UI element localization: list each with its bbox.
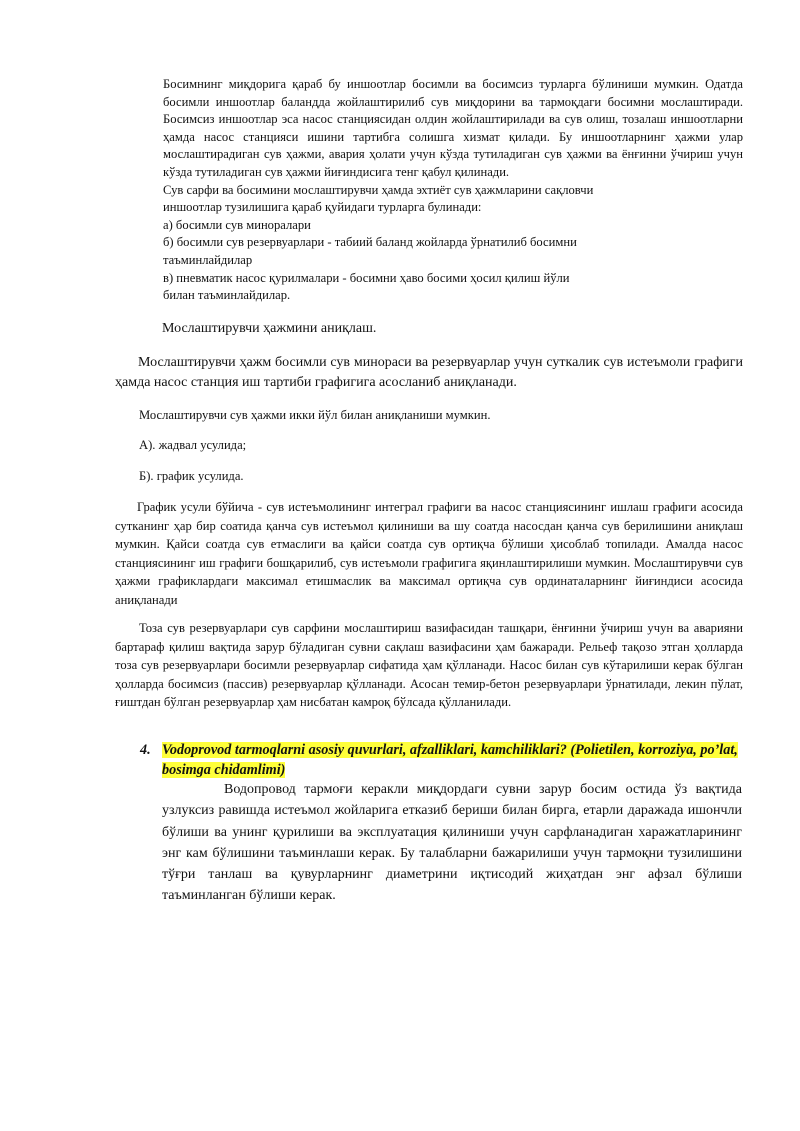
network-text: Водопровод тармоғи керакли миқдордаги сувни зарур босим остида ўз вақтида узлуксиз равишда истеъмол жойларига етказиб бериши билан бирга, етарли даражада ишончли бўлиши ва унинг қурилиши ва эксплуатация қилиниши учун сарфланадиган харажатларининг энг кам бўлишини таъминлаши керак. Бу талабларни бажарилиши учун тармоқни тузилишини тўғри танлаш ва қувурларнинг диаметрини иқтисодий жиҳатдан энг афзал бўлиши таъминланган бўлиши керак. [162, 782, 742, 904]
intro-line: Сув сарфи ва босимини мослаштирувчи ҳамда эхтиёт сув ҳажмларини сақловчи [163, 182, 594, 197]
highlighted-question: Vodoprovod tarmoqlarni asosiy quvurlari, afzalliklari, kamchiliklari? (Polietilen, korroziya, po’lat, bosimga chidamlimi) [162, 742, 738, 778]
list-item-c: в) пневматик насос қурилмалари - босимни ҳаво босими ҳосил қилиш йўли [163, 270, 570, 285]
intro-line: иншоотлар тузилишига қараб қуйидаги турларга булинади: [163, 200, 482, 215]
reservoir-paragraph [115, 619, 743, 712]
graph-method-paragraph [115, 498, 743, 610]
two-ways-line: Мослаштирувчи сув ҳажми икки йўл билан аниқланиши мумкин. [139, 408, 491, 422]
intro-block [163, 76, 743, 305]
network-paragraph [162, 779, 742, 907]
list-item-a: а) босимли сув минoралари [163, 217, 311, 232]
section-subheading: Мослаштирувчи ҳажмини аниқлаш. [162, 321, 377, 336]
question-heading [140, 740, 760, 780]
method-b-line: Б). график усулида. [139, 469, 244, 483]
method-a-line: А). жадвал усулида; [139, 438, 247, 452]
reservoir-text: Тоза сув резервуарлари сув сарфини мослаштириш вазифасидан ташқари, ёнғинни ўчириш учун ва аварияни бартараф қилиш вақтида зарур бўладиган сувни сақлаш вазифасини ҳам бажаради. Рельеф тақозо этган ҳолларда тоза сув резервуарлари босимли резервуарлар сифатида ҳам қўлланади. Насос билан сув кўтарилиши керак бўлган ҳолларда босимсиз (пассив) резервуарлар қўлланади. Асосан темир-бетон резервуарлари ўрнатилади, лекин пўлат, ғиштдан бўлган резервуарлар ҳам нисбатан камроқ бўлсада қўлланилади. [115, 621, 743, 710]
volume-paragraph [115, 353, 743, 393]
question-number: 4. [140, 742, 151, 758]
list-item-b: б) босимли сув резервуарлари - табиий баланд жойларда ўрнатилиб босимни [163, 235, 577, 250]
list-item-c-continued: билан таъминлайдилар. [163, 288, 291, 303]
volume-paragraph-text: Мослаштирувчи ҳажм босимли сув минораси ва резервуарлар учун суткалик сув истеъмоли графиги ҳамда насос станция иш тартиби графигига асосланиб аниқланади. [115, 355, 743, 390]
graph-method-text: График усули бўйича - сув истеъмолининг интеграл графиги ва насос станциясининг ишлаш графиги асосида сутканинг ҳар бир соатида қанча сув истеъмол қилиниши ва шу соатда насосдан қанча сув берилишини аниқлаш мумкин. Қайси соатда сув етмаслиги ва қайси соатда сув ортиқча бўлиши ҳисоблаб топилади. Амалда насос станциясининг иш графиги бошқарилиб, сув истеъмоли графигига яқинлаштирилиши мумкин. Мослаштирувчи сув ҳажми графиклардаги максимал етишмаслик ва максимал ортиқча сув ординаталарнинг йиғиндиси асосида аниқланади [115, 500, 743, 607]
list-item-b-continued: таъминлайдилар [163, 252, 253, 267]
intro-paragraph: Босимнинг миқдорига қараб бу иншоотлар босимли ва босимсиз турларга бўлиниши мумкин. Одатда босимли иншоотлар баландда жойлаштирилиб сув миқдорини ва тармоқдаги босимни мослаштиради. Босимсиз иншоотлар эса насос станциясидан олдин жойлаштирилади ва сув олиш, тозалаш иншоотларни ҳамда насос станцияси ишини тартибга солишга хизмат қилади. Бу иншоотларнинг ҳажми улар мослаштирадиган сув ҳажми, авария ҳолати учун кўзда тутиладиган сув ҳажми ва ёнғинни ўчириш учун кўзда тутиладиган сув ҳажми йиғиндисига тенг қабул қилинади. [163, 77, 743, 179]
